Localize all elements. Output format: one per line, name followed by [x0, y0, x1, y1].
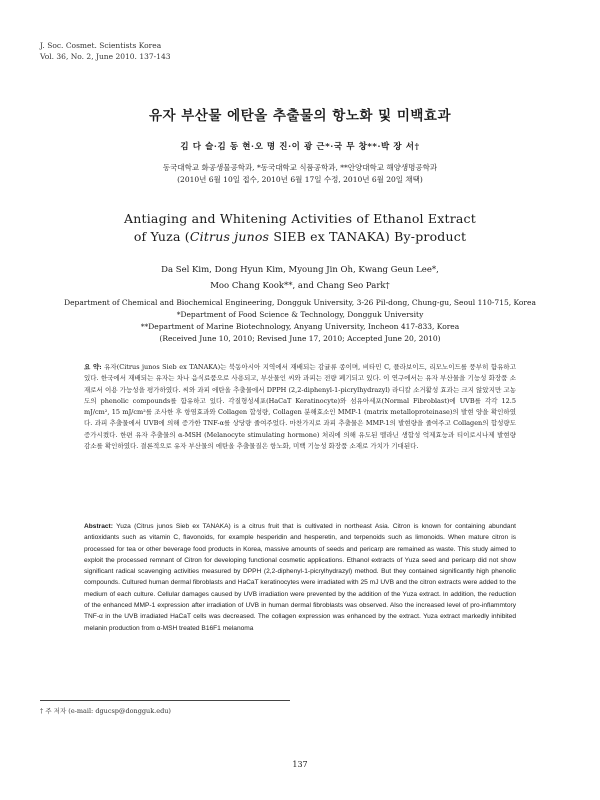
authors-korean: 김 다 슬·김 동 현·오 명 진·이 광 근*·국 무 창**·박 장 서†	[180, 142, 420, 152]
authors-english-line2: Moo Chang Kook**, and Chang Seo Park†	[210, 281, 390, 291]
title-korean: 유자 부산물 에탄올 추출물의 항노화 및 미백효과	[148, 108, 452, 124]
abstract-korean-text: 유자(Citrus junos Sieb ex TANAKA)는 북동아시아 지역에서 재배되는 감귤류 종이며, 비타민 C, 플라보이드, 리모노이드를 풍부히 함유하고 있다. 한국에서 재배되는 유자는 차나 음식료품으로 사용되고, 부산물인 씨와 과피는 전량 폐기되고 있다. 이 연구에서는 유자 부산물을 기능성 화장품 소재로서 이용 가능성을 평가하였다. 씨와 과피 에탄올 추출물에서 DPPH (2,2-diphenyl-1-picrylhydrazyl) 라디칼 소거활성 효과는 크지 않았지만 고농도의 phenolic compounds를 함유하고 있다. 각질형성세포(HaCaT Keratinocyte)와 섬유아세포(Normal Fibroblast)에 UVB를 각각 12.5 mJ/cm², 15 mJ/cm²를 조사한 후 항염효과와 Collagen 합성량, Collagen 분해효소인 MMP-1 (matrix metalloproteinase)의 발현 양을 확인하였다. 과피 추출물에서 UVB에 의해 증가한 TNF-α를 상당량 줄여주었다. 마찬가지로 과피 추출물은 MMP-1의 발현량을 줄여주고 Collagen의 합성량도 증가시켰다. 한편 유자 추출물의 α-MSH (Melanocyte stimulating hormone) 처리에 의해 유도된 멜라닌 생합성 억제효능과 티이로시나제 발현량 감소를 확인하였다. 결론적으로 유자 부산물의 에탄올 추출물질은 항노화, 미백 기능성 화장품 소재로 가치가 기대된다.	[84, 363, 516, 451]
title-english-line2: of Yuza (Citrus junos SIEB ex TANAKA) By-product	[133, 229, 467, 244]
affiliation-line-3: **Department of Marine Biotechnology, Anyang University, Incheon 417-833, Korea	[140, 322, 460, 331]
abstract-english	[84, 521, 516, 634]
affiliations-korean	[0, 162, 600, 186]
corresponding-author-footnote: † 주 저자 (e-mail: dgucsp@dongguk.edu)	[40, 707, 171, 715]
title-english	[0, 210, 600, 246]
page-number: 137	[292, 760, 308, 769]
journal-header	[40, 40, 171, 62]
footnote-divider	[40, 700, 290, 701]
journal-volume: Vol. 36, No. 2, June 2010. 137-143	[40, 52, 171, 61]
abstract-korean-label: 요 약:	[84, 363, 102, 371]
journal-name: J. Soc. Cosmet. Scientists Korea	[40, 41, 162, 50]
abstract-english-text: Yuza (Citrus junos Sieb ex TANAKA) is a citrus fruit that is cultivated in northeast Asia. Citron is known for containing abundant antioxidants such as vitamin C, flavonoids, for example hesperidin and hesperetin, and terpenoids such as limonoids. When mature citron is processed for tea or other beverage food products in Korea, massive amounts of seeds and pericarp are remained as waste. This study aimed to exploit the processed remnant of Citron for developing functional cosmetic applications. Ethanol extracts of Yuza seed and pericarp did not show significant radical scavenging activities measured by DPPH (2,2-diphenyl-1-picrylhydrazyl) method. But they contained significantly high phenolic compounds. Cultured human dermal fibroblasts and HaCaT keratinocytes were irradiated with 25 mJ UVB and the citron extracts were added to the medium of each culture. Cellular damages caused by UVB irradiation were prevented by the addition of the Yuza extract. In addition, the reduction of the enhanced MMP-1 expression after irradiation of UVB in human dermal fibroblasts was observed. Also the increased level of pro-inflammtory TNF-α in the UVB irradiated HaCaT cells was decreased. The collagen expression was enhanced by the extract. Yuza extract markedly inhibited melanin production from α-MSH treated B16F1 melanoma	[84, 523, 516, 632]
affiliations-english	[0, 297, 600, 345]
abstract-korean	[84, 362, 516, 452]
abstract-english-label: Abstract:	[84, 523, 113, 530]
authors-english	[0, 262, 600, 294]
authors-english-line1: Da Sel Kim, Dong Hyun Kim, Myoung Jin Oh, Kwang Geun Lee*,	[161, 265, 439, 275]
affiliation-line-2: *Department of Food Science & Technology, Dongguk University	[176, 310, 424, 319]
affiliation-korean-line: 동국대학교 화공생물공학과, *동국대학교 식품공학과, **안양대학교 해양생명공학과	[162, 163, 438, 172]
title-english-line1: Antiaging and Whitening Activities of Ethanol Extract	[124, 211, 476, 226]
dates-english: (Received June 10, 2010; Revised June 17, 2010; Accepted June 20, 2010)	[159, 334, 441, 343]
dates-korean: (2010년 6월 10일 접수, 2010년 6월 17일 수정, 2010년 6월 20일 채택)	[177, 175, 423, 184]
species-name: Citrus junos	[189, 229, 270, 244]
affiliation-line-1: Department of Chemical and Biochemical Engineering, Dongguk University, 3-26 Pil-dong, Chung-gu, Seoul 110-715, Korea	[64, 298, 536, 307]
